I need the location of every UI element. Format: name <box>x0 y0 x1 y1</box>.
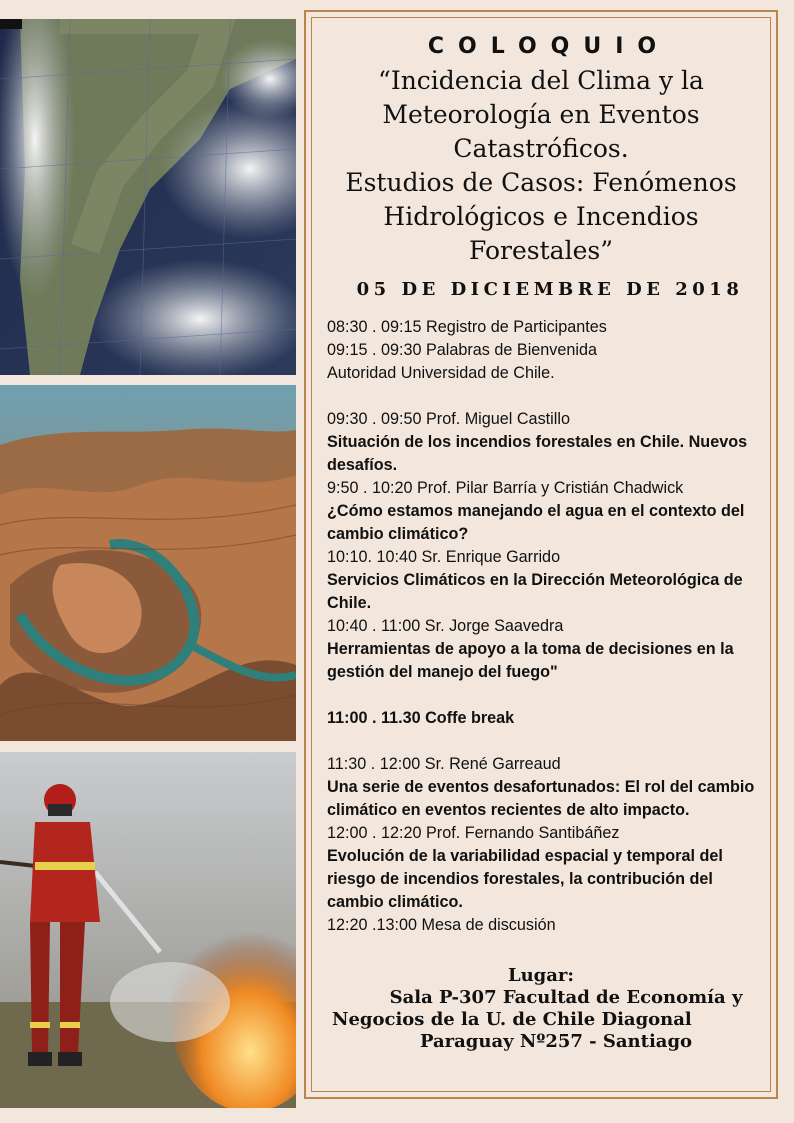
event-type-heading: COLOQUIO <box>427 34 671 59</box>
title-line: “Incidencia del Clima y la <box>378 66 704 95</box>
session-title: Situación de los incendios forestales en Chile. Nuevos desafíos. <box>327 433 748 474</box>
schedule-entry: 12:20 .13:00 Mesa de discusión <box>327 916 556 934</box>
location-label: Lugar: <box>507 965 575 986</box>
location-line: Sala P-307 Facultad de Economía y <box>389 987 743 1008</box>
title-line: Catastróficos. <box>453 134 629 163</box>
satellite-image-icon <box>0 19 296 375</box>
canyon-photo <box>0 385 296 741</box>
firefighter-image-icon <box>0 752 296 1108</box>
schedule-entry: 11:30 . 12:00 Sr. René Garreaud <box>327 755 561 773</box>
session-title: Una serie de eventos desafortunados: El rol del cambio climático en eventos recientes de alto impacto. <box>327 778 755 819</box>
session-title: ¿Cómo estamos manejando el agua en el contexto del cambio climático? <box>327 502 745 543</box>
event-date: 05 DE DICIEMBRE DE 2018 <box>356 279 744 300</box>
location-block <box>318 965 764 1053</box>
program-spacer <box>327 730 764 753</box>
event-title <box>318 64 764 268</box>
satellite-photo <box>0 19 296 375</box>
canyon-image-icon <box>0 385 296 741</box>
location-line: Negocios de la U. de Chile Diagonal <box>332 1009 692 1030</box>
schedule-entry: 10:40 . 11:00 Sr. Jorge Saavedra <box>327 617 564 635</box>
title-line: Forestales” <box>469 236 613 265</box>
schedule-entry: 08:30 . 09:15 Registro de Participantes <box>327 318 607 336</box>
schedule-entry: 9:50 . 10:20 Prof. Pilar Barría y Cristián Chadwick <box>327 479 684 497</box>
title-line: Estudios de Casos: Fenómenos <box>345 168 737 197</box>
program-spacer <box>327 385 764 408</box>
program-schedule <box>318 316 764 937</box>
title-line: Hidrológicos e Incendios <box>383 202 699 231</box>
session-title: Evolución de la variabilidad espacial y temporal del riesgo de incendios forestales, la contribución del cambio climático. <box>327 847 723 911</box>
schedule-entry: 12:00 . 12:20 Prof. Fernando Santibáñez <box>327 824 620 842</box>
location-line: Paraguay Nº257 - Santiago <box>419 1031 693 1052</box>
schedule-entry: 09:15 . 09:30 Palabras de Bienvenida <box>327 341 597 359</box>
session-title: 11:00 . 11.30 Coffe break <box>327 709 515 727</box>
session-title: Herramientas de apoyo a la toma de decisiones en la gestión del manejo del fuego" <box>327 640 734 681</box>
schedule-entry: Autoridad Universidad de Chile. <box>327 364 555 382</box>
flyer-content <box>318 32 764 1053</box>
schedule-entry: 09:30 . 09:50 Prof. Miguel Castillo <box>327 410 570 428</box>
program-spacer <box>327 684 764 707</box>
schedule-entry: 10:10. 10:40 Sr. Enrique Garrido <box>327 548 561 566</box>
title-line: Meteorología en Eventos <box>382 100 700 129</box>
session-title: Servicios Climáticos en la Dirección Meteorológica de Chile. <box>327 571 743 612</box>
firefighter-photo <box>0 752 296 1108</box>
